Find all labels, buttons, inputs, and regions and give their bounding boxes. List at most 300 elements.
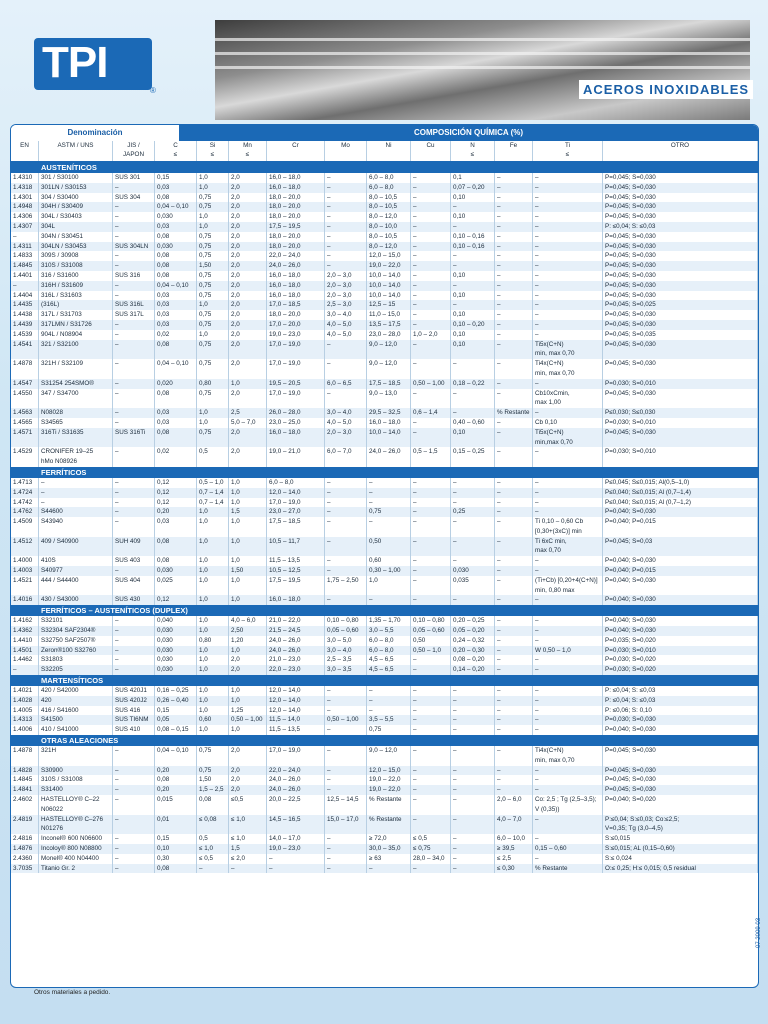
table-cell: – xyxy=(533,696,603,706)
table-row xyxy=(11,478,758,488)
table-row xyxy=(11,686,758,696)
table-cell: 0,75 xyxy=(197,232,229,242)
table-cell: 11,0 – 15,0 xyxy=(367,310,411,320)
table-cell: – xyxy=(411,556,451,566)
table-cell: – xyxy=(113,478,155,488)
table-cell: – xyxy=(533,715,603,725)
table-cell: – xyxy=(113,517,155,537)
table-cell: 0,15 xyxy=(155,834,197,844)
table-cell: – xyxy=(325,537,367,557)
table-cell: 2,0 xyxy=(229,193,267,203)
table-cell: 2,0 – 3,0 xyxy=(325,428,367,448)
column-header: EN xyxy=(11,141,39,161)
table-cell: – xyxy=(113,766,155,776)
table-cell: – xyxy=(113,418,155,428)
table-cell: – xyxy=(113,616,155,626)
table-cell: SUS 316L xyxy=(113,300,155,310)
column-header: OTRO xyxy=(603,141,758,161)
table-cell: – xyxy=(533,271,603,281)
table-cell: P=0,045; S=0,030 xyxy=(603,746,758,766)
table-cell: Monel® 400 N04400 xyxy=(39,854,113,864)
table-cell: P=0,040; S=0,030 xyxy=(603,725,758,735)
table-cell: 21,5 – 24,5 xyxy=(267,626,325,636)
table-cell: 0,20 – 0,30 xyxy=(451,646,495,656)
table-cell: 13,5 – 17,5 xyxy=(367,320,411,330)
table-cell: 9,0 – 13,0 xyxy=(367,389,411,409)
table-cell: 1.4435 xyxy=(11,300,39,310)
table-cell: 1.4307 xyxy=(11,222,39,232)
table-cell: 2,0 xyxy=(229,389,267,409)
table-cell: 0,10 – 0,80 xyxy=(325,616,367,626)
table-cell: SUS 317L xyxy=(113,310,155,320)
table-cell: 1.4841 xyxy=(11,785,39,795)
table-cell: – xyxy=(113,775,155,785)
table-cell: P≤0,045; S≤0,015; Al(0,5–1,0) xyxy=(603,478,758,488)
table-cell: 15,0 – 17,0 xyxy=(325,815,367,835)
table-cell: 11,5 – 14,0 xyxy=(267,715,325,725)
table-cell: 1,0 xyxy=(197,212,229,222)
table-cell: SUH 409 xyxy=(113,537,155,557)
table-cell: 16,0 – 18,0 xyxy=(267,183,325,193)
table-cell: – xyxy=(113,379,155,389)
table-cell: – xyxy=(451,202,495,212)
table-cell: – xyxy=(451,785,495,795)
table-cell: 1.4539 xyxy=(11,330,39,340)
table-cell: 2,0 xyxy=(229,173,267,183)
table-cell: 0,10 xyxy=(451,291,495,301)
table-cell: 0,030 xyxy=(451,566,495,576)
table-cell: 321H / S32109 xyxy=(39,359,113,379)
table-cell: 2,0 xyxy=(229,340,267,360)
table-cell: 0,75 xyxy=(197,389,229,409)
table-cell: 1,0 xyxy=(197,183,229,193)
table-cell: – xyxy=(113,785,155,795)
table-cell: P: ≤0,04; S: ≤0,03 xyxy=(603,686,758,696)
table-cell: SUS 430 xyxy=(113,595,155,605)
table-cell: S31803 xyxy=(39,655,113,665)
table-row xyxy=(11,320,758,330)
table-cell: – xyxy=(533,766,603,776)
table-cell: 0,030 xyxy=(155,626,197,636)
table-cell: – xyxy=(325,517,367,537)
table-cell: – xyxy=(533,291,603,301)
table-cell: – xyxy=(113,251,155,261)
table-cell: P=0,045; S=0,025 xyxy=(603,300,758,310)
table-cell: 0,03 xyxy=(155,408,197,418)
table-cell: 2,0 xyxy=(229,665,267,675)
table-cell: – xyxy=(325,566,367,576)
table-cell: 304L / S30403 xyxy=(39,212,113,222)
table-row xyxy=(11,202,758,212)
table-cell: – xyxy=(113,498,155,508)
table-cell: 5,0 – 7,0 xyxy=(229,418,267,428)
table-row xyxy=(11,844,758,854)
table-cell: 2,0 xyxy=(229,766,267,776)
table-cell: 21,0 – 22,0 xyxy=(267,616,325,626)
table-cell: 0,08 xyxy=(155,251,197,261)
table-cell: 2,50 xyxy=(229,626,267,636)
table-cell: 16,0 – 18,0 xyxy=(367,418,411,428)
table-cell: – xyxy=(533,834,603,844)
table-cell: – xyxy=(113,665,155,675)
table-cell: 430 / S43000 xyxy=(39,595,113,605)
table-cell: – xyxy=(533,183,603,193)
table-cell: – xyxy=(411,193,451,203)
table-cell: 1,50 xyxy=(197,261,229,271)
table-cell: – xyxy=(113,746,155,766)
table-cell: 0,50 xyxy=(411,636,451,646)
table-cell: – xyxy=(451,595,495,605)
table-cell: 1,0 xyxy=(197,616,229,626)
table-cell: – xyxy=(325,251,367,261)
table-cell: 16,0 – 18,0 xyxy=(267,595,325,605)
table-cell: Titanio Gr. 2 xyxy=(39,864,113,874)
table-cell: ≤ 0,5 xyxy=(197,854,229,864)
table-cell: 19,0 – 22,0 xyxy=(367,261,411,271)
table-cell: 0,50 – 1,0 xyxy=(411,646,451,656)
table-cell: 1.4306 xyxy=(11,212,39,222)
table-cell: – xyxy=(495,478,533,488)
table-cell: – xyxy=(451,854,495,864)
table-cell: 0,75 xyxy=(197,242,229,252)
table-row xyxy=(11,300,758,310)
column-header: Si ≤ xyxy=(197,141,229,161)
table-cell: 0,10 xyxy=(451,271,495,281)
table-row xyxy=(11,556,758,566)
table-cell: 23,0 – 28,0 xyxy=(367,330,411,340)
composicion-header: COMPOSICIÓN QUÍMICA (%) xyxy=(179,125,758,141)
table-cell: 10,5 – 11,7 xyxy=(267,537,325,557)
column-header: N ≤ xyxy=(451,141,495,161)
table-cell: 0,15 – 0,25 xyxy=(451,447,495,467)
table-cell: – xyxy=(367,864,411,874)
table-cell: ≤ 1,0 xyxy=(197,844,229,854)
table-cell: – xyxy=(533,173,603,183)
table-cell: 0,05 xyxy=(155,715,197,725)
table-cell: – xyxy=(533,665,603,675)
table-cell: – xyxy=(411,359,451,379)
table-cell: 0,08 xyxy=(155,193,197,203)
table-cell: – xyxy=(411,696,451,706)
table-cell: – xyxy=(495,310,533,320)
table-cell: 1,0 xyxy=(367,576,411,596)
table-cell: 12,5 – 14,5 xyxy=(325,795,367,815)
table-cell: 9,0 – 12,0 xyxy=(367,359,411,379)
table-cell: – xyxy=(495,281,533,291)
table-cell: – xyxy=(451,261,495,271)
table-cell: 0,030 xyxy=(155,636,197,646)
table-cell: 0,75 xyxy=(197,202,229,212)
table-cell: 316 / S31600 xyxy=(39,271,113,281)
table-cell: 1,0 xyxy=(197,330,229,340)
table-cell: SUS 301 xyxy=(113,173,155,183)
table-cell: – xyxy=(113,202,155,212)
table-cell: 4,5 – 6,5 xyxy=(367,655,411,665)
table-cell: 0,80 xyxy=(197,636,229,646)
table-cell: – xyxy=(495,746,533,766)
table-cell: 0,50 xyxy=(367,537,411,557)
table-cell: ≥ 39,5 xyxy=(495,844,533,854)
table-cell: – xyxy=(451,795,495,815)
table-cell: – xyxy=(533,330,603,340)
table-cell: – xyxy=(325,202,367,212)
table-top-header xyxy=(11,125,758,141)
table-cell: 3,0 – 4,0 xyxy=(325,646,367,656)
table-cell: 0,50 – 1,00 xyxy=(229,715,267,725)
table-cell: – xyxy=(113,183,155,193)
table-cell: – xyxy=(451,488,495,498)
table-cell: 2,0 xyxy=(229,330,267,340)
table-cell: – xyxy=(533,507,603,517)
table-cell: 14,0 – 17,0 xyxy=(267,834,325,844)
table-row xyxy=(11,706,758,716)
table-cell: 17,5 – 19,5 xyxy=(267,222,325,232)
column-header: Mo xyxy=(325,141,367,161)
table-cell: – xyxy=(411,517,451,537)
table-cell: – xyxy=(411,576,451,596)
table-cell: 3,0 – 5,0 xyxy=(325,636,367,646)
table-cell: – xyxy=(367,696,411,706)
table-cell: – xyxy=(113,646,155,656)
table-cell: 16,0 – 18,0 xyxy=(267,281,325,291)
table-cell: 304L xyxy=(39,222,113,232)
table-cell: 6,0 – 8,0 xyxy=(367,636,411,646)
table-cell: – xyxy=(411,715,451,725)
table-cell: 1.4028 xyxy=(11,696,39,706)
table-cell: 1.4501 xyxy=(11,646,39,656)
table-cell: – xyxy=(113,222,155,232)
table-row xyxy=(11,616,758,626)
table-cell: 17,0 – 19,0 xyxy=(267,340,325,360)
table-cell: 0,20 xyxy=(155,507,197,517)
table-cell: – xyxy=(325,507,367,517)
table-cell: P≤0,030; S≤0,030 xyxy=(603,408,758,418)
table-cell: 1.4462 xyxy=(11,655,39,665)
table-cell: – xyxy=(325,595,367,605)
table-cell: 1.4311 xyxy=(11,242,39,252)
table-cell: 22,0 – 24,0 xyxy=(267,251,325,261)
table-cell: 4,0 – 5,0 xyxy=(325,330,367,340)
table-cell: – xyxy=(495,725,533,735)
table-cell: – xyxy=(325,556,367,566)
table-cell: 310S / S31008 xyxy=(39,261,113,271)
table-row xyxy=(11,389,758,409)
table-cell: – xyxy=(113,507,155,517)
table-row xyxy=(11,576,758,596)
table-cell: 0,12 xyxy=(155,595,197,605)
table-cell: – xyxy=(495,775,533,785)
table-cell: – xyxy=(533,556,603,566)
table-cell: P=0,045; S=0,030 xyxy=(603,242,758,252)
table-cell: 420 xyxy=(39,696,113,706)
table-cell: 0,75 xyxy=(197,193,229,203)
table-cell: 17,0 – 19,0 xyxy=(267,746,325,766)
table-cell: 0,08 xyxy=(155,428,197,448)
table-cell: – xyxy=(495,232,533,242)
table-cell: – xyxy=(533,775,603,785)
table-cell: 0,030 xyxy=(155,242,197,252)
table-cell: 12,0 – 15,0 xyxy=(367,766,411,776)
table-cell: – xyxy=(39,498,113,508)
table-cell: – xyxy=(113,330,155,340)
table-row xyxy=(11,281,758,291)
table-cell: S32304 SAF2304® xyxy=(39,626,113,636)
table-cell: 0,15 – 0,60 xyxy=(533,844,603,854)
table-cell: 1.4301 xyxy=(11,193,39,203)
table-cell: – xyxy=(113,232,155,242)
table-cell: – xyxy=(495,766,533,776)
table-cell: – xyxy=(451,537,495,557)
section-header: FERRÍTICOS – AUSTENÍTICOS (DUPLEX) xyxy=(11,605,758,616)
table-cell: Ti4x(C+N) min, max 0,70 xyxy=(533,746,603,766)
column-header: Mn ≤ xyxy=(229,141,267,161)
table-cell: ≤ 0,75 xyxy=(411,844,451,854)
table-cell: – xyxy=(495,785,533,795)
table-cell: – xyxy=(533,636,603,646)
table-cell: 1.4828 xyxy=(11,766,39,776)
table-cell: – xyxy=(411,261,451,271)
table-cell: 0,75 xyxy=(197,310,229,320)
table-cell: 0,30 – 1,00 xyxy=(367,566,411,576)
table-cell: – xyxy=(451,844,495,854)
table-cell: – xyxy=(451,281,495,291)
table-cell: 10,5 – 12,5 xyxy=(267,566,325,576)
column-header: Fe xyxy=(495,141,533,161)
table-cell: 1,75 – 2,50 xyxy=(325,576,367,596)
table-cell: 0,75 xyxy=(197,291,229,301)
table-cell: 6,0 – 8,0 xyxy=(367,646,411,656)
table-cell: 0,08 xyxy=(155,775,197,785)
table-cell: – xyxy=(495,498,533,508)
table-cell: – xyxy=(411,498,451,508)
table-cell: P=0,030; S=0,020 xyxy=(603,655,758,665)
table-row xyxy=(11,488,758,498)
table-cell: 18,0 – 20,0 xyxy=(267,232,325,242)
table-cell: – xyxy=(451,300,495,310)
table-cell: 416 / S41600 xyxy=(39,706,113,716)
table-cell: – xyxy=(495,359,533,379)
table-cell: – xyxy=(495,696,533,706)
table-cell: – xyxy=(495,576,533,596)
column-header: Cr xyxy=(267,141,325,161)
table-cell: 0,03 xyxy=(155,310,197,320)
table-cell: P≤0,040; S≤0,015; Al (0,7–1,4) xyxy=(603,488,758,498)
table-cell: 6,0 – 7,0 xyxy=(325,447,367,467)
table-cell: – xyxy=(495,418,533,428)
table-cell: – xyxy=(451,517,495,537)
table-cell: 1.4762 xyxy=(11,507,39,517)
table-cell: 2,0 xyxy=(229,242,267,252)
table-cell: – xyxy=(451,746,495,766)
table-cell: 20,0 – 22,5 xyxy=(267,795,325,815)
table-cell: P=0,045; S=0,030 xyxy=(603,232,758,242)
table-cell: – xyxy=(533,222,603,232)
table-cell: – xyxy=(495,566,533,576)
table-cell: 0,04 – 0,10 xyxy=(155,202,197,212)
table-cell: 0,040 xyxy=(155,616,197,626)
table-cell: 2.4816 xyxy=(11,834,39,844)
table-row xyxy=(11,775,758,785)
table-cell: Ti 0,10 – 0,60 Cb [0,30+(3xC)] min xyxy=(533,517,603,537)
table-cell: P=0,040; S=0,030 xyxy=(603,507,758,517)
table-cell: 0,20 xyxy=(155,785,197,795)
table-row xyxy=(11,665,758,675)
table-cell: 24,0 – 26,0 xyxy=(367,447,411,467)
table-cell: – xyxy=(197,864,229,874)
table-cell: – xyxy=(411,488,451,498)
table-cell: S31254 254SMO® xyxy=(39,379,113,389)
table-cell: – xyxy=(495,261,533,271)
table-row xyxy=(11,595,758,605)
table-cell: 0,75 xyxy=(197,746,229,766)
table-cell: 1.4318 xyxy=(11,183,39,193)
table-cell: – xyxy=(495,626,533,636)
table-cell: P:≤0,04; S:≤0,03; Co:≤2,5; V=0,35; Tg (3,0–4,5) xyxy=(603,815,758,835)
table-row xyxy=(11,242,758,252)
table-row xyxy=(11,428,758,448)
table-cell: 321 / S32100 xyxy=(39,340,113,360)
table-cell: – xyxy=(495,488,533,498)
table-cell: Ti5x(C+N) min,max 0,70 xyxy=(533,428,603,448)
table-cell: 0,10 – 0,20 xyxy=(451,320,495,330)
table-cell: – xyxy=(325,766,367,776)
table-cell: – xyxy=(411,537,451,557)
table-cell: 12,0 – 14,0 xyxy=(267,686,325,696)
table-cell: – xyxy=(367,595,411,605)
table-cell: 0,08 xyxy=(155,340,197,360)
table-cell: – xyxy=(411,566,451,576)
table-cell: – xyxy=(411,478,451,488)
table-cell: – xyxy=(113,844,155,854)
table-cell: – xyxy=(533,310,603,320)
table-cell: 0,75 xyxy=(197,320,229,330)
table-cell: – xyxy=(451,815,495,835)
table-cell: – xyxy=(411,300,451,310)
table-cell: – xyxy=(411,222,451,232)
table-cell: – xyxy=(113,636,155,646)
table-cell: S30900 xyxy=(39,766,113,776)
table-cell: P=0,030; S=0,020 xyxy=(603,665,758,675)
table-cell: 1,5 – 2,5 xyxy=(197,785,229,795)
table-row xyxy=(11,271,758,281)
table-cell: – xyxy=(495,193,533,203)
table-cell: – xyxy=(411,815,451,835)
table-cell: 21,0 – 23,0 xyxy=(267,655,325,665)
table-cell: 1,0 xyxy=(197,595,229,605)
table-cell: – xyxy=(533,595,603,605)
table-cell: 2,0 – 3,0 xyxy=(325,271,367,281)
table-cell: 8,0 – 10,5 xyxy=(367,232,411,242)
table-cell: 2,0 xyxy=(229,202,267,212)
table-cell: 2.4360 xyxy=(11,854,39,864)
table-cell: – xyxy=(495,447,533,467)
table-cell: 8,0 – 12,0 xyxy=(367,242,411,252)
table-cell: – xyxy=(533,261,603,271)
table-cell: 4,0 – 6,0 xyxy=(229,616,267,626)
table-cell: 1.4021 xyxy=(11,686,39,696)
column-header: Cu xyxy=(411,141,451,161)
table-cell: 0,030 xyxy=(155,566,197,576)
table-cell: 3,0 – 3,5 xyxy=(325,665,367,675)
table-cell: 6,0 – 8,0 xyxy=(367,183,411,193)
table-cell: – xyxy=(367,488,411,498)
table-cell: 0,10 – 0,16 xyxy=(451,242,495,252)
table-cell: 1,0 xyxy=(229,478,267,488)
table-cell: 1.4521 xyxy=(11,576,39,596)
table-cell: 410S xyxy=(39,556,113,566)
table-cell: – xyxy=(495,428,533,448)
table-cell: – xyxy=(533,193,603,203)
